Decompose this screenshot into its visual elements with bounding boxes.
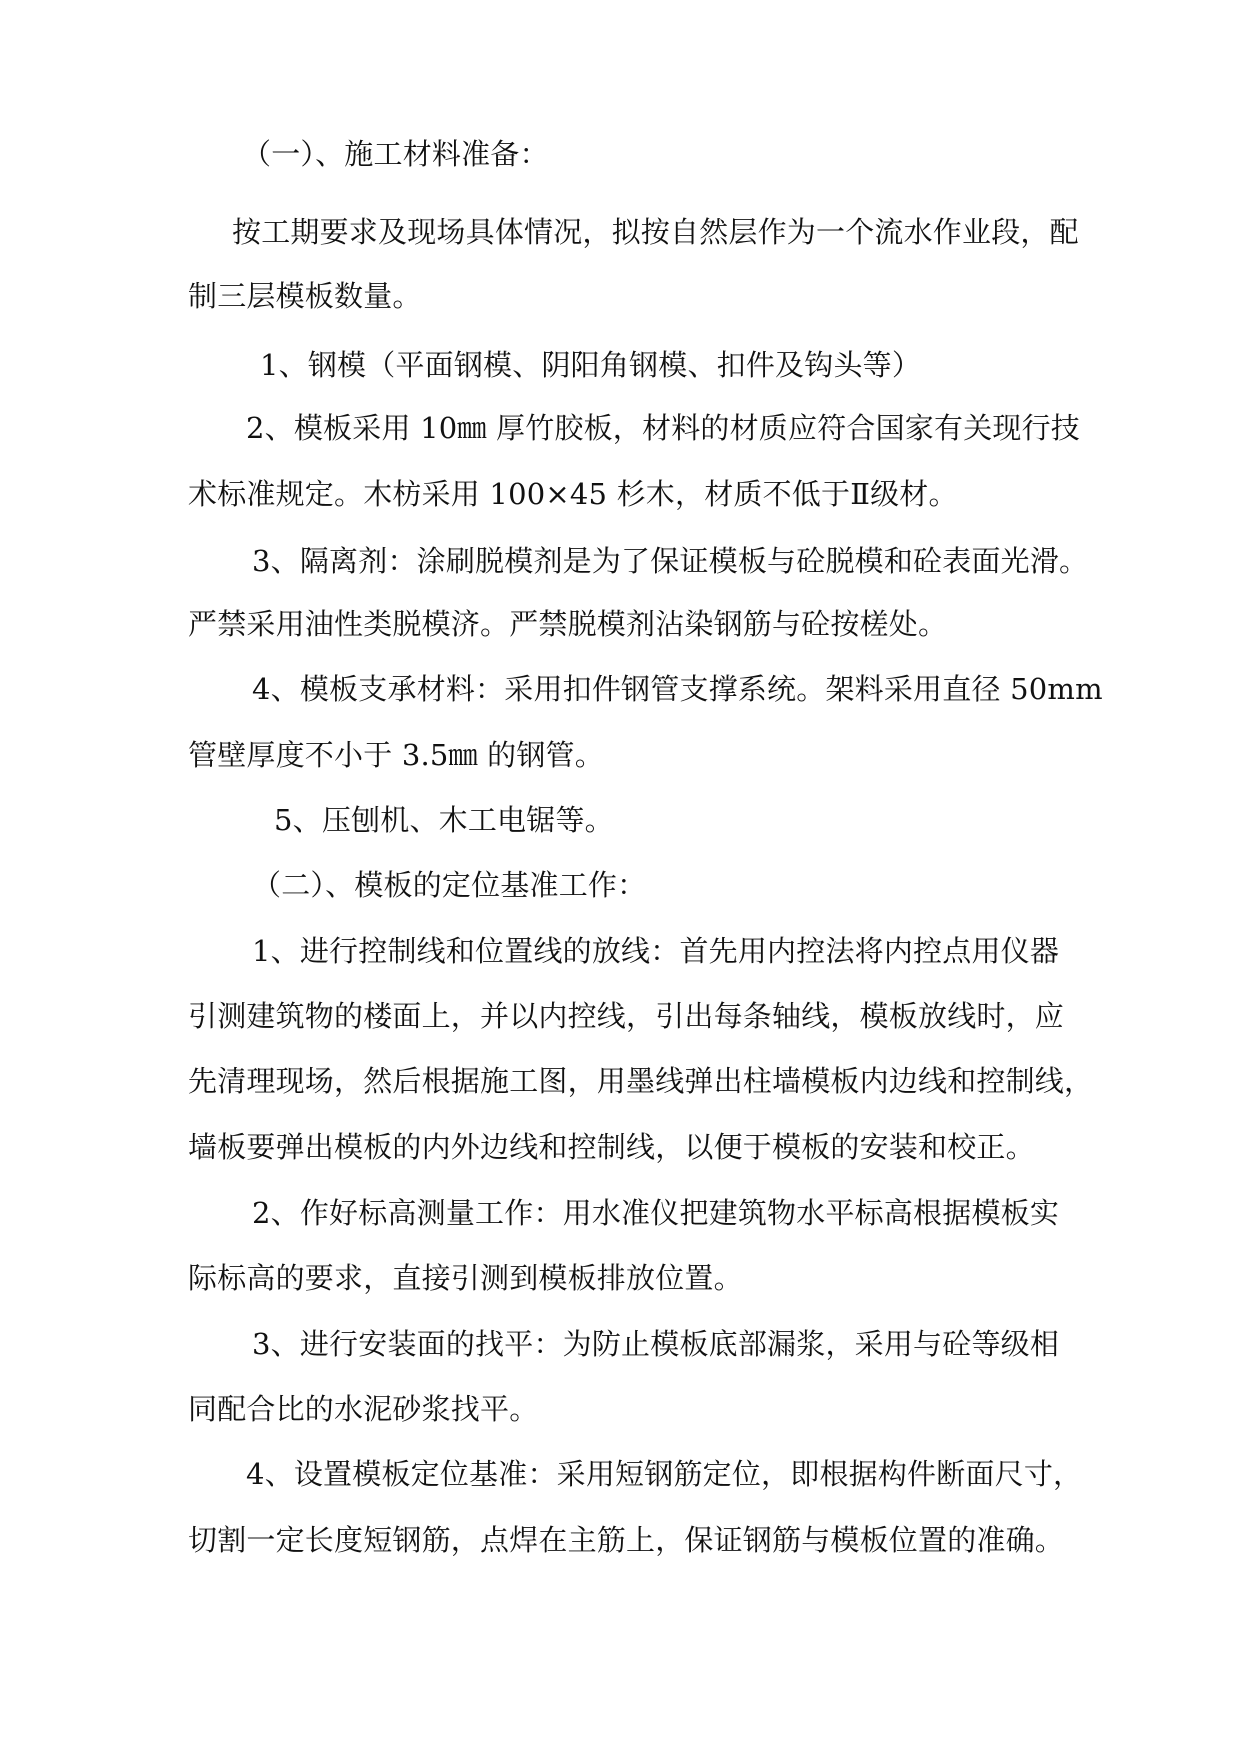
paragraph-line: 术标准规定。木枋采用 100×45 杉木，材质不低于Ⅱ级材。 (188, 477, 958, 511)
paragraph-line: 按工期要求及现场具体情况，拟按自然层作为一个流水作业段，配 (232, 215, 1079, 249)
section-heading-materials: （一）、施工材料准备： (242, 137, 549, 171)
paragraph-line: 先清理现场，然后根据施工图，用墨线弹出柱墙模板内边线和控制线， (188, 1064, 1094, 1098)
paragraph-line: 管壁厚度不小于 3.5㎜ 的钢管。 (188, 738, 604, 772)
list-item-line: 5、压刨机、木工电锯等。 (274, 803, 614, 837)
list-item-line: 3、隔离剂：涂刷脱模剂是为了保证模板与砼脱模和砼表面光滑。 (252, 544, 1089, 578)
paragraph-line: 引测建筑物的楼面上，并以内控线，引出每条轴线，模板放线时，应 (188, 999, 1065, 1033)
paragraph-line: 严禁采用油性类脱模济。严禁脱模剂沾染钢筋与砼按槎处。 (188, 607, 948, 641)
list-item-line: 1、钢模（平面钢模、阴阳角钢模、扣件及钩头等） (260, 348, 922, 382)
list-item-line: 4、模板支承材料：采用扣件钢管支撑系统。架料采用直径 50mm (252, 672, 1103, 706)
list-item-line: 2、模板采用 10㎜ 厚竹胶板，材料的材质应符合国家有关现行技 (246, 411, 1080, 445)
list-item-line: 1、进行控制线和位置线的放线：首先用内控法将内控点用仪器 (252, 934, 1060, 968)
list-item-line: 4、设置模板定位基准：采用短钢筋定位，即根据构件断面尺寸， (246, 1457, 1083, 1491)
paragraph-line: 制三层模板数量。 (188, 279, 422, 313)
list-item-line: 2、作好标高测量工作：用水准仪把建筑物水平标高根据模板实 (252, 1196, 1060, 1230)
paragraph-line: 同配合比的水泥砂浆找平。 (188, 1392, 539, 1426)
paragraph-line: 切割一定长度短钢筋，点焊在主筋上，保证钢筋与模板位置的准确。 (188, 1523, 1065, 1557)
paragraph-line: 墙板要弹出模板的内外边线和控制线，以便于模板的安装和校正。 (188, 1130, 1035, 1164)
paragraph-line: 际标高的要求，直接引测到模板排放位置。 (188, 1261, 743, 1295)
list-item-line: 3、进行安装面的找平：为防止模板底部漏浆，采用与砼等级相 (252, 1327, 1060, 1361)
section-heading-positioning: （二）、模板的定位基准工作： (252, 868, 647, 902)
